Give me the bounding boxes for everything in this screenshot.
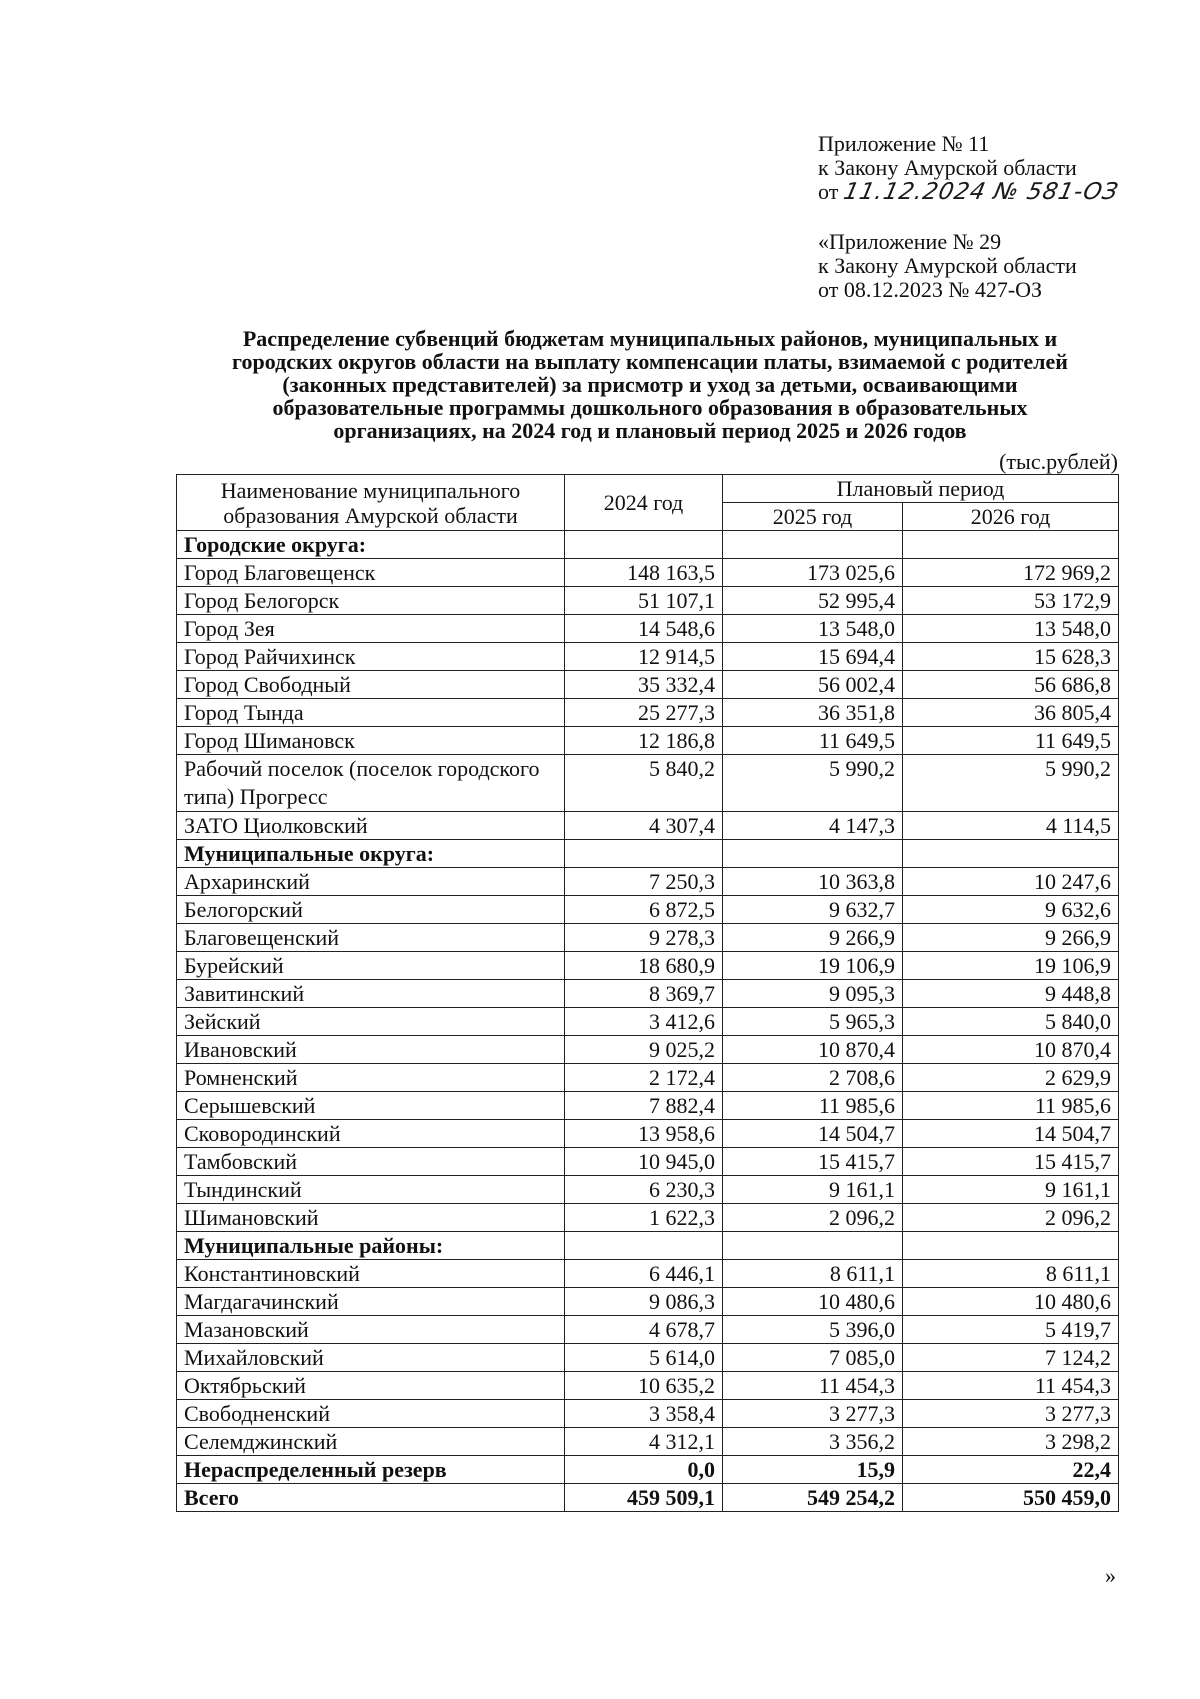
value-2024: 1 622,3 bbox=[565, 1204, 723, 1232]
value-2026: 172 969,2 bbox=[903, 559, 1119, 587]
municipality-name: Шимановский bbox=[177, 1204, 565, 1232]
table-row bbox=[177, 671, 1119, 699]
value-2025: 15,9 bbox=[723, 1456, 903, 1484]
empty-cell bbox=[565, 531, 723, 559]
table-row bbox=[177, 1176, 1119, 1204]
value-2026: 2 096,2 bbox=[903, 1204, 1119, 1232]
value-2026: 7 124,2 bbox=[903, 1344, 1119, 1372]
municipality-name: Зейский bbox=[177, 1008, 565, 1036]
section-header-row bbox=[177, 1232, 1119, 1260]
table-row bbox=[177, 1372, 1119, 1400]
value-2025: 549 254,2 bbox=[723, 1484, 903, 1512]
value-2025: 9 266,9 bbox=[723, 924, 903, 952]
municipality-name: Город Шимановск bbox=[177, 727, 565, 755]
table-row bbox=[177, 1400, 1119, 1428]
value-2026: 3 298,2 bbox=[903, 1428, 1119, 1456]
value-2026: 56 686,8 bbox=[903, 671, 1119, 699]
table-row bbox=[177, 559, 1119, 587]
table-row bbox=[177, 587, 1119, 615]
value-2026: 13 548,0 bbox=[903, 615, 1119, 643]
municipality-name: Белогорский bbox=[177, 896, 565, 924]
value-2025: 10 480,6 bbox=[723, 1288, 903, 1316]
value-2026: 10 247,6 bbox=[903, 868, 1119, 896]
municipality-name: Рабочий поселок (поселок городского типа) Прогресс bbox=[177, 755, 565, 812]
annex-current-law: к Закону Амурской области bbox=[818, 155, 1077, 180]
value-2026: 5 419,7 bbox=[903, 1316, 1119, 1344]
table-row bbox=[177, 896, 1119, 924]
value-2024: 3 412,6 bbox=[565, 1008, 723, 1036]
value-2025: 9 632,7 bbox=[723, 896, 903, 924]
table-row bbox=[177, 615, 1119, 643]
municipality-name: Благовещенский bbox=[177, 924, 565, 952]
value-2024: 13 958,6 bbox=[565, 1120, 723, 1148]
value-2026: 3 277,3 bbox=[903, 1400, 1119, 1428]
value-2025: 9 161,1 bbox=[723, 1176, 903, 1204]
municipality-name: Бурейский bbox=[177, 952, 565, 980]
empty-cell bbox=[723, 1232, 903, 1260]
table-body bbox=[177, 531, 1119, 1512]
table-row bbox=[177, 1260, 1119, 1288]
table-row bbox=[177, 1344, 1119, 1372]
table-row bbox=[177, 1064, 1119, 1092]
value-2026: 5 990,2 bbox=[903, 755, 1119, 812]
value-2026: 4 114,5 bbox=[903, 812, 1119, 840]
value-2025: 4 147,3 bbox=[723, 812, 903, 840]
value-2024: 6 230,3 bbox=[565, 1176, 723, 1204]
column-header-2026: 2026 год bbox=[903, 503, 1119, 531]
municipality-name: Серышевский bbox=[177, 1092, 565, 1120]
value-2024: 12 914,5 bbox=[565, 643, 723, 671]
table-row bbox=[177, 1316, 1119, 1344]
title-line: образовательные программы дошкольного образования в образовательных bbox=[272, 395, 1028, 420]
value-2025: 5 396,0 bbox=[723, 1316, 903, 1344]
value-2024: 25 277,3 bbox=[565, 699, 723, 727]
value-2024: 5 840,2 bbox=[565, 755, 723, 812]
value-2024: 4 312,1 bbox=[565, 1428, 723, 1456]
table-row bbox=[177, 1148, 1119, 1176]
table-row bbox=[177, 699, 1119, 727]
section-title: Муниципальные округа: bbox=[177, 840, 565, 868]
annex-current-number: Приложение № 11 bbox=[818, 131, 990, 156]
value-2026: 550 459,0 bbox=[903, 1484, 1119, 1512]
value-2024: 9 086,3 bbox=[565, 1288, 723, 1316]
municipality-name: Михайловский bbox=[177, 1344, 565, 1372]
table-row bbox=[177, 1120, 1119, 1148]
value-2025: 56 002,4 bbox=[723, 671, 903, 699]
section-title: Городские округа: bbox=[177, 531, 565, 559]
municipality-name: Константиновский bbox=[177, 1260, 565, 1288]
reserve-row bbox=[177, 1456, 1119, 1484]
municipality-name: Ромненский bbox=[177, 1064, 565, 1092]
value-2025: 11 649,5 bbox=[723, 727, 903, 755]
municipality-name: Город Свободный bbox=[177, 671, 565, 699]
annex-current-date-prefix: от bbox=[818, 179, 839, 204]
value-2024: 12 186,8 bbox=[565, 727, 723, 755]
value-2024: 6 872,5 bbox=[565, 896, 723, 924]
table-row bbox=[177, 868, 1119, 896]
value-2025: 2 096,2 bbox=[723, 1204, 903, 1232]
value-2026: 8 611,1 bbox=[903, 1260, 1119, 1288]
value-2025: 52 995,4 bbox=[723, 587, 903, 615]
table-row bbox=[177, 952, 1119, 980]
municipality-name: Тамбовский bbox=[177, 1148, 565, 1176]
value-2025: 13 548,0 bbox=[723, 615, 903, 643]
value-2026: 36 805,4 bbox=[903, 699, 1119, 727]
municipality-name: Сковородинский bbox=[177, 1120, 565, 1148]
municipality-name: Свободненский bbox=[177, 1400, 565, 1428]
municipality-name: Город Благовещенск bbox=[177, 559, 565, 587]
value-2024: 2 172,4 bbox=[565, 1064, 723, 1092]
value-2025: 2 708,6 bbox=[723, 1064, 903, 1092]
municipality-name: Город Тында bbox=[177, 699, 565, 727]
municipality-name: Магдагачинский bbox=[177, 1288, 565, 1316]
value-2025: 11 985,6 bbox=[723, 1092, 903, 1120]
value-2026: 14 504,7 bbox=[903, 1120, 1119, 1148]
distribution-table bbox=[176, 474, 1119, 1512]
value-2025: 14 504,7 bbox=[723, 1120, 903, 1148]
value-2026: 5 840,0 bbox=[903, 1008, 1119, 1036]
annex-previous-number: «Приложение № 29 bbox=[818, 229, 1002, 254]
empty-cell bbox=[903, 840, 1119, 868]
value-2024: 459 509,1 bbox=[565, 1484, 723, 1512]
value-2026: 9 266,9 bbox=[903, 924, 1119, 952]
reserve-row-label: Нераспределенный резерв bbox=[177, 1456, 565, 1484]
empty-cell bbox=[565, 1232, 723, 1260]
column-header-2024: 2024 год bbox=[565, 475, 723, 531]
title-line: Распределение субвенций бюджетам муниципальных районов, муниципальных и bbox=[242, 326, 1058, 351]
value-2024: 9 278,3 bbox=[565, 924, 723, 952]
column-header-2025: 2025 год bbox=[723, 503, 903, 531]
value-2024: 18 680,9 bbox=[565, 952, 723, 980]
value-2025: 5 990,2 bbox=[723, 755, 903, 812]
value-2024: 6 446,1 bbox=[565, 1260, 723, 1288]
municipality-name: ЗАТО Циолковский bbox=[177, 812, 565, 840]
value-2024: 35 332,4 bbox=[565, 671, 723, 699]
municipality-name: Завитинский bbox=[177, 980, 565, 1008]
municipality-name: Город Белогорск bbox=[177, 587, 565, 615]
column-header-planned: Плановый период bbox=[723, 475, 1119, 503]
value-2026: 15 628,3 bbox=[903, 643, 1119, 671]
municipality-name: Мазановский bbox=[177, 1316, 565, 1344]
value-2024: 0,0 bbox=[565, 1456, 723, 1484]
value-2026: 53 172,9 bbox=[903, 587, 1119, 615]
value-2025: 19 106,9 bbox=[723, 952, 903, 980]
handwritten-law-date-number: 11.12.2024 № 581-ОЗ bbox=[841, 179, 1121, 205]
municipality-name: Тындинский bbox=[177, 1176, 565, 1204]
table-row bbox=[177, 1428, 1119, 1456]
annex-previous bbox=[818, 230, 1077, 302]
annex-current-date bbox=[818, 179, 1121, 205]
table-row bbox=[177, 1092, 1119, 1120]
table-header-row bbox=[177, 475, 1119, 503]
section-header-row bbox=[177, 531, 1119, 559]
municipality-name: Ивановский bbox=[177, 1036, 565, 1064]
annex-previous-date: от 08.12.2023 № 427-ОЗ bbox=[818, 277, 1043, 302]
value-2026: 15 415,7 bbox=[903, 1148, 1119, 1176]
value-2024: 14 548,6 bbox=[565, 615, 723, 643]
annex-current bbox=[818, 131, 1121, 205]
municipality-name: Город Зея bbox=[177, 615, 565, 643]
value-2025: 10 363,8 bbox=[723, 868, 903, 896]
title-line: (законных представителей) за присмотр и уход за детьми, осваивающими bbox=[282, 372, 1018, 397]
value-2024: 7 882,4 bbox=[565, 1092, 723, 1120]
value-2024: 148 163,5 bbox=[565, 559, 723, 587]
column-header-name: Наименование муниципального образования Амурской области bbox=[177, 475, 565, 531]
table-row bbox=[177, 980, 1119, 1008]
table-row bbox=[177, 1204, 1119, 1232]
title-line: организациях, на 2024 год и плановый период 2025 и 2026 годов bbox=[333, 418, 967, 443]
units-label: (тыс.рублей) bbox=[999, 449, 1118, 474]
municipality-name: Архаринский bbox=[177, 868, 565, 896]
value-2025: 3 356,2 bbox=[723, 1428, 903, 1456]
value-2024: 10 945,0 bbox=[565, 1148, 723, 1176]
value-2026: 9 448,8 bbox=[903, 980, 1119, 1008]
value-2025: 15 415,7 bbox=[723, 1148, 903, 1176]
table-row bbox=[177, 1036, 1119, 1064]
table-row bbox=[177, 643, 1119, 671]
table-row bbox=[177, 1008, 1119, 1036]
value-2024: 7 250,3 bbox=[565, 868, 723, 896]
value-2025: 11 454,3 bbox=[723, 1372, 903, 1400]
title-line: городских округов области на выплату компенсации платы, взимаемой с родителей bbox=[232, 349, 1068, 374]
value-2026: 10 480,6 bbox=[903, 1288, 1119, 1316]
section-header-row bbox=[177, 840, 1119, 868]
value-2026: 9 161,1 bbox=[903, 1176, 1119, 1204]
value-2026: 19 106,9 bbox=[903, 952, 1119, 980]
empty-cell bbox=[903, 531, 1119, 559]
value-2024: 5 614,0 bbox=[565, 1344, 723, 1372]
value-2025: 15 694,4 bbox=[723, 643, 903, 671]
empty-cell bbox=[723, 531, 903, 559]
table-row bbox=[177, 812, 1119, 840]
value-2025: 10 870,4 bbox=[723, 1036, 903, 1064]
value-2025: 3 277,3 bbox=[723, 1400, 903, 1428]
total-row-label: Всего bbox=[177, 1484, 565, 1512]
value-2026: 2 629,9 bbox=[903, 1064, 1119, 1092]
empty-cell bbox=[903, 1232, 1119, 1260]
municipality-name: Селемджинский bbox=[177, 1428, 565, 1456]
annex-previous-law: к Закону Амурской области bbox=[818, 253, 1077, 278]
value-2025: 36 351,8 bbox=[723, 699, 903, 727]
value-2024: 3 358,4 bbox=[565, 1400, 723, 1428]
section-title: Муниципальные районы: bbox=[177, 1232, 565, 1260]
value-2026: 11 454,3 bbox=[903, 1372, 1119, 1400]
value-2026: 9 632,6 bbox=[903, 896, 1119, 924]
municipality-name: Октябрьский bbox=[177, 1372, 565, 1400]
table-row bbox=[177, 924, 1119, 952]
empty-cell bbox=[723, 840, 903, 868]
value-2026: 10 870,4 bbox=[903, 1036, 1119, 1064]
value-2025: 5 965,3 bbox=[723, 1008, 903, 1036]
table-row bbox=[177, 755, 1119, 812]
value-2024: 10 635,2 bbox=[565, 1372, 723, 1400]
value-2025: 8 611,1 bbox=[723, 1260, 903, 1288]
total-row bbox=[177, 1484, 1119, 1512]
value-2024: 9 025,2 bbox=[565, 1036, 723, 1064]
value-2025: 173 025,6 bbox=[723, 559, 903, 587]
closing-quote-mark: » bbox=[1105, 1563, 1116, 1588]
value-2026: 22,4 bbox=[903, 1456, 1119, 1484]
table-row bbox=[177, 1288, 1119, 1316]
value-2026: 11 985,6 bbox=[903, 1092, 1119, 1120]
value-2025: 9 095,3 bbox=[723, 980, 903, 1008]
value-2024: 4 678,7 bbox=[565, 1316, 723, 1344]
value-2025: 7 085,0 bbox=[723, 1344, 903, 1372]
empty-cell bbox=[565, 840, 723, 868]
value-2024: 8 369,7 bbox=[565, 980, 723, 1008]
value-2024: 4 307,4 bbox=[565, 812, 723, 840]
document-title bbox=[170, 327, 1130, 442]
value-2024: 51 107,1 bbox=[565, 587, 723, 615]
value-2026: 11 649,5 bbox=[903, 727, 1119, 755]
municipality-name: Город Райчихинск bbox=[177, 643, 565, 671]
table-row bbox=[177, 727, 1119, 755]
